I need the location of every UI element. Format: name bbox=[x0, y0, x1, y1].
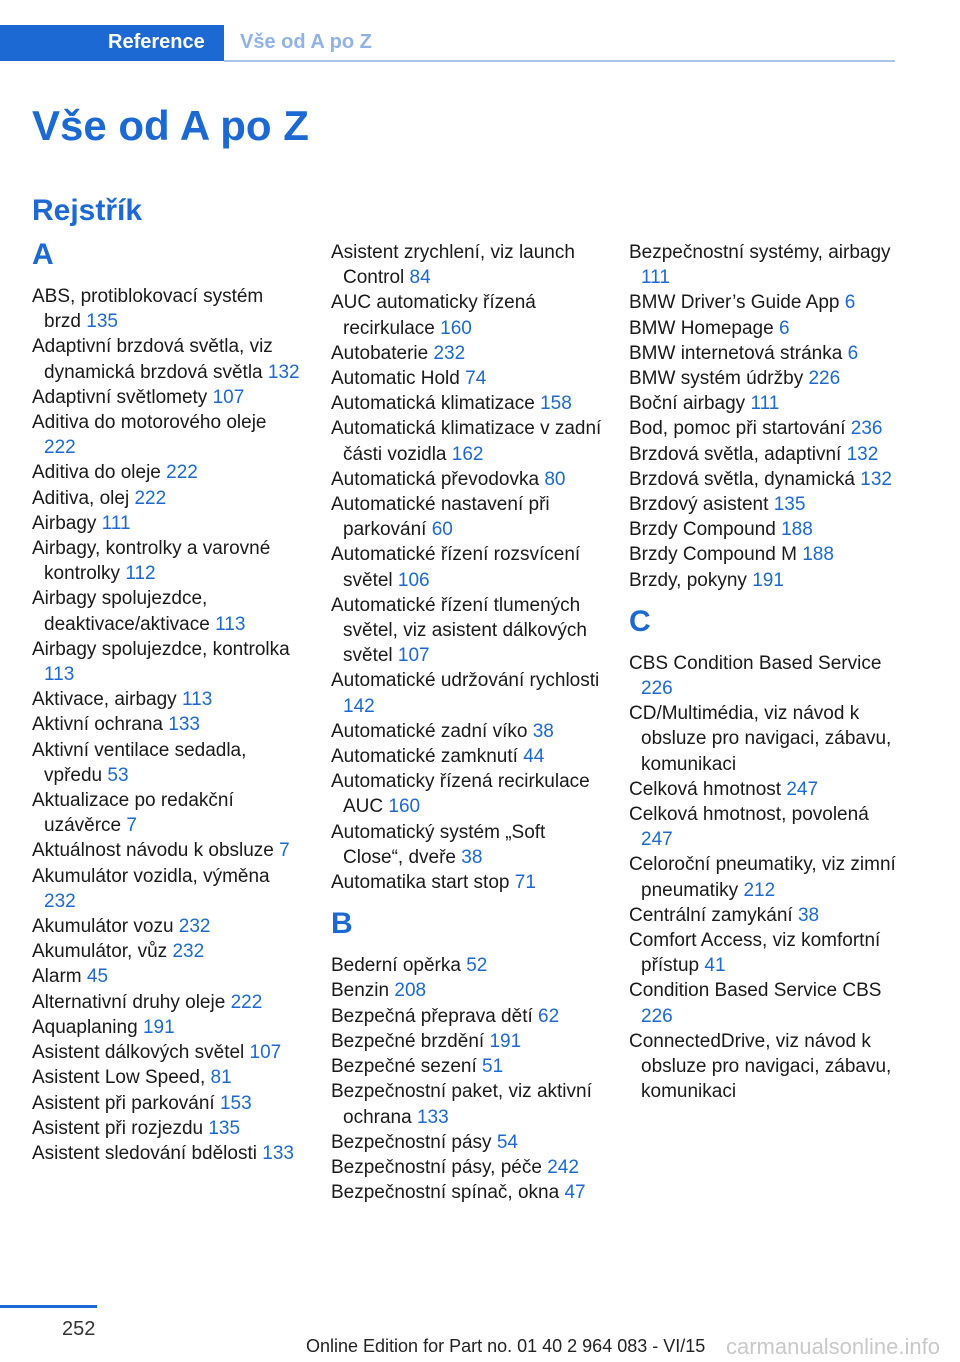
index-entry bbox=[32, 1065, 302, 1090]
page-link[interactable]: 236 bbox=[850, 418, 883, 440]
index-entry bbox=[629, 492, 904, 517]
index-entry-term: Adaptivní světlomety bbox=[32, 386, 208, 408]
index-entry bbox=[629, 366, 904, 391]
page-link[interactable]: 133 bbox=[262, 1142, 294, 1164]
header-section: Reference bbox=[108, 31, 205, 53]
index-entry bbox=[331, 492, 603, 542]
index-entry bbox=[629, 391, 904, 416]
index-entry-term: Brzdy Compound M bbox=[629, 544, 797, 566]
index-entry bbox=[629, 1029, 904, 1105]
index-entry bbox=[32, 460, 302, 485]
index-entry bbox=[32, 586, 302, 636]
index-entry-term: Aktivní ochrana bbox=[32, 714, 163, 736]
index-entry-term: Automatická převodovka bbox=[331, 468, 540, 490]
index-entry bbox=[629, 651, 904, 701]
page-link[interactable]: 132 bbox=[860, 468, 892, 490]
footer-rule bbox=[0, 1305, 97, 1308]
index-entry bbox=[331, 290, 603, 340]
index-entry bbox=[32, 511, 302, 536]
index-entry-term: Akumulátor vozidla, výměna bbox=[32, 865, 270, 887]
index-entry bbox=[629, 701, 904, 777]
index-entry bbox=[32, 864, 302, 914]
index-entry-term: Airbagy spolujezdce, deaktivace/aktivace bbox=[32, 588, 210, 635]
index-entry-term: Bezpečné sezení bbox=[331, 1056, 477, 1078]
index-letter-heading: A bbox=[32, 238, 54, 271]
index-entry bbox=[32, 788, 302, 838]
index-entry-term: Automatické udržování rychlosti bbox=[331, 670, 600, 692]
index-entry bbox=[331, 1130, 603, 1155]
page-link[interactable]: 38 bbox=[461, 846, 483, 868]
page-link[interactable]: 111 bbox=[750, 393, 780, 415]
page-link[interactable]: 222 bbox=[44, 437, 76, 459]
index-entry bbox=[629, 777, 904, 802]
page-link[interactable]: 188 bbox=[802, 544, 834, 566]
page-link[interactable]: 45 bbox=[86, 966, 109, 988]
page-link[interactable]: 232 bbox=[433, 342, 466, 364]
index-entry-term: Alternativní druhy oleje bbox=[32, 991, 226, 1013]
edition-note: Online Edition for Part no. 01 40 2 964 083 - VI/15 bbox=[306, 1336, 706, 1356]
index-entry-term: Bezpečnostní spínač, okna bbox=[331, 1182, 560, 1204]
page-link[interactable]: 160 bbox=[388, 796, 421, 818]
page-link[interactable]: 7 bbox=[279, 840, 290, 862]
page-subtitle: Rejstřík bbox=[32, 194, 143, 227]
page-link[interactable]: 74 bbox=[465, 368, 487, 390]
index-entry bbox=[331, 467, 603, 492]
index-entry-term: Airbagy spolujezdce, kontrolka bbox=[32, 638, 290, 660]
index-entry-term: Asistent při parkování bbox=[32, 1092, 215, 1114]
index-entry bbox=[629, 341, 904, 366]
index-entry bbox=[32, 939, 302, 964]
index-entry bbox=[331, 1029, 603, 1054]
index-entry-term: CBS Condition Based Service bbox=[629, 652, 882, 674]
index-entry bbox=[629, 852, 904, 902]
index-entry-term: Bezpečnostní paket, viz aktivní ochrana bbox=[331, 1081, 592, 1128]
page-link[interactable]: 222 bbox=[230, 991, 263, 1013]
index-entry bbox=[629, 290, 904, 315]
index-entry bbox=[331, 820, 603, 870]
index-entry bbox=[331, 542, 603, 592]
index-entry-term: Automatický systém „Soft Close“, dveře bbox=[331, 821, 546, 868]
index-entry bbox=[629, 517, 904, 542]
index-entry-term: Aditiva, olej bbox=[32, 487, 130, 509]
index-entry bbox=[32, 486, 302, 511]
page-link[interactable]: 7 bbox=[126, 815, 137, 837]
page-link[interactable]: 242 bbox=[547, 1156, 579, 1178]
index-entry bbox=[32, 637, 302, 687]
index-entry-term: Brzdy, pokyny bbox=[629, 569, 747, 591]
index-entry bbox=[32, 385, 302, 410]
page-link[interactable]: 226 bbox=[641, 678, 673, 700]
index-entry bbox=[331, 1155, 603, 1180]
page-link[interactable]: 53 bbox=[107, 764, 129, 786]
page-link[interactable]: 38 bbox=[797, 904, 820, 926]
page-link[interactable]: 47 bbox=[564, 1182, 586, 1204]
page-link[interactable]: 107 bbox=[397, 645, 430, 667]
index-entry-term: Brzdová světla, dynamická bbox=[629, 468, 855, 490]
index-entry bbox=[331, 240, 603, 290]
index-entry-term: Celková hmotnost bbox=[629, 778, 782, 800]
index-entry bbox=[331, 719, 603, 744]
index-entry bbox=[32, 1091, 302, 1116]
index-entry bbox=[331, 978, 603, 1003]
page-link[interactable]: 158 bbox=[540, 393, 572, 415]
index-entry-term: Bod, pomoc při startování bbox=[629, 418, 846, 440]
watermark: carmanualsonline.info bbox=[725, 1334, 940, 1359]
index-entry-term: Aditiva do oleje bbox=[32, 462, 161, 484]
index-entry-term: ABS, protiblokovací systém brzd bbox=[32, 286, 264, 333]
index-entry-term: Aktuálnost návodu k obsluze bbox=[32, 840, 274, 862]
page-link[interactable]: 107 bbox=[249, 1042, 282, 1064]
page-link[interactable]: 6 bbox=[778, 317, 790, 339]
page-link[interactable]: 107 bbox=[212, 386, 245, 408]
index-entry-term: Bezpečnostní pásy bbox=[331, 1131, 492, 1153]
index-entry bbox=[331, 1079, 603, 1129]
index-entry-term: Bezpečnostní pásy, péče bbox=[331, 1156, 542, 1178]
index-entry-term: Airbagy, kontrolky a varovné kontrolky bbox=[32, 538, 271, 585]
index-entry-term: Automatika start stop bbox=[331, 872, 510, 894]
index-entry-term: Comfort Access, viz komfortní přístup bbox=[629, 930, 881, 977]
index-entry-term: Aktivní ventilace sedadla, vpředu bbox=[32, 739, 247, 786]
index-entry-term: Automatické zamknutí bbox=[331, 746, 518, 768]
page-link[interactable]: 162 bbox=[451, 443, 484, 465]
page-link[interactable]: 113 bbox=[181, 689, 213, 711]
page-link[interactable]: 84 bbox=[409, 267, 431, 289]
index-entry-term: Automatické zadní víko bbox=[331, 720, 528, 742]
page-link[interactable]: 106 bbox=[397, 569, 430, 591]
index-entry-term: Airbagy bbox=[32, 512, 97, 534]
page-title: Vše od A po Z bbox=[32, 102, 309, 149]
page-link[interactable]: 222 bbox=[166, 462, 198, 484]
index-entry-term: Automatické nastavení při parkování bbox=[331, 494, 550, 541]
index-entry-term: CD/Multimédia, viz návod k obsluze pro navigaci, zábavu, komunikaci bbox=[629, 703, 892, 775]
index-entry-term: Celková hmotnost, povolená bbox=[629, 804, 869, 826]
index-entry bbox=[331, 953, 603, 978]
page-link[interactable]: 113 bbox=[215, 613, 246, 635]
index-entry bbox=[32, 410, 302, 460]
page-link[interactable]: 54 bbox=[496, 1131, 518, 1153]
page-link[interactable]: 111 bbox=[101, 512, 131, 534]
index-entry-term: Brzdový asistent bbox=[629, 494, 769, 516]
index-entry bbox=[331, 366, 603, 391]
page-link[interactable]: 226 bbox=[808, 368, 841, 390]
page-link[interactable]: 142 bbox=[343, 695, 375, 717]
page-link[interactable]: 62 bbox=[538, 1005, 560, 1027]
index-entry-term: Asistent dálkových světel bbox=[32, 1042, 245, 1064]
page-link[interactable]: 247 bbox=[641, 829, 673, 851]
index-entry bbox=[629, 467, 904, 492]
page-link[interactable]: 111 bbox=[641, 267, 670, 289]
index-entry bbox=[629, 928, 904, 978]
index-entry bbox=[32, 536, 302, 586]
page-link[interactable]: 188 bbox=[781, 519, 813, 541]
index-entry-term: Centrální zamykání bbox=[629, 904, 793, 926]
index-entry bbox=[32, 687, 302, 712]
index-entry-term: Alarm bbox=[32, 966, 82, 988]
index-entry bbox=[32, 712, 302, 737]
index-entry-term: Aktivace, airbagy bbox=[32, 689, 177, 711]
index-entry-term: Adaptivní brzdová světla, viz dynamická brzdová světla bbox=[32, 336, 273, 383]
page-link[interactable]: 41 bbox=[704, 955, 726, 977]
index-entry-term: Aquaplaning bbox=[32, 1016, 138, 1038]
index-entry bbox=[32, 1015, 302, 1040]
index-entry-term: AUC automaticky řízená recirkulace bbox=[331, 292, 536, 339]
header-rule bbox=[224, 60, 895, 62]
index-entry-term: Boční airbagy bbox=[629, 393, 746, 415]
index-entry bbox=[331, 416, 603, 466]
page-link[interactable]: 191 bbox=[489, 1030, 522, 1052]
index-entry-term: Asistent sledování bdělosti bbox=[32, 1142, 257, 1164]
index-entry bbox=[32, 1141, 302, 1166]
index-entry bbox=[629, 442, 904, 467]
header-chapter: Vše od A po Z bbox=[240, 31, 372, 53]
page-link[interactable]: 226 bbox=[641, 1005, 673, 1027]
index-entry bbox=[331, 593, 603, 669]
index-entry-term: Brzdová světla, adaptivní bbox=[629, 443, 842, 465]
index-entry-term: Automaticky řízená recirkulace AUC bbox=[331, 771, 590, 818]
index-entry bbox=[629, 240, 904, 290]
page-link[interactable]: 132 bbox=[267, 361, 300, 383]
index-entry bbox=[32, 738, 302, 788]
index-entry bbox=[32, 990, 302, 1015]
page-link[interactable]: 44 bbox=[523, 746, 545, 768]
page-link[interactable]: 6 bbox=[847, 342, 859, 364]
page-link[interactable]: 135 bbox=[208, 1117, 241, 1139]
index-entry-term: Autobaterie bbox=[331, 342, 429, 364]
index-entry bbox=[629, 316, 904, 341]
index-entry-term: Benzin bbox=[331, 980, 390, 1002]
index-entry-term: Aktualizace po redakční uzávěrce bbox=[32, 790, 234, 837]
page-link[interactable]: 232 bbox=[178, 916, 211, 938]
index-entry-term: ConnectedDrive, viz návod k obsluze pro navigaci, zábavu, komunikaci bbox=[629, 1030, 892, 1103]
index-entry bbox=[331, 1004, 603, 1029]
index-entry-term: Automatické řízení tlumených světel, viz asistent dálkových světel bbox=[331, 594, 587, 667]
index-column-3 bbox=[629, 240, 904, 1105]
page-link[interactable]: 51 bbox=[482, 1056, 504, 1078]
index-entry bbox=[331, 391, 603, 416]
index-entry-term: Bezpečná přeprava dětí bbox=[331, 1005, 533, 1027]
index-entry bbox=[331, 870, 603, 895]
index-entry bbox=[629, 903, 904, 928]
index-entry bbox=[32, 1040, 302, 1065]
page-link[interactable]: 52 bbox=[466, 955, 488, 977]
page-link[interactable]: 153 bbox=[219, 1092, 252, 1114]
page-link[interactable]: 135 bbox=[773, 494, 806, 516]
index-entry bbox=[331, 1180, 603, 1205]
index-entry-term: Asistent zrychlení, viz launch Control bbox=[331, 242, 575, 289]
page-link[interactable]: 208 bbox=[394, 980, 427, 1002]
index-entry-term: Bederní opěrka bbox=[331, 955, 461, 977]
page-link[interactable]: 232 bbox=[172, 941, 205, 963]
page-link[interactable]: 112 bbox=[125, 563, 156, 585]
page-link[interactable]: 212 bbox=[743, 879, 776, 901]
index-entry bbox=[32, 284, 302, 334]
page-link[interactable]: 191 bbox=[752, 569, 784, 591]
index-entry-term: BMW systém údržby bbox=[629, 368, 804, 390]
index-entry bbox=[629, 416, 904, 441]
index-entry bbox=[629, 542, 904, 567]
page-link[interactable]: 222 bbox=[134, 487, 167, 509]
page-link[interactable]: 60 bbox=[431, 519, 453, 541]
index-entry-term: Aditiva do motorového oleje bbox=[32, 412, 267, 434]
index-entry-term: Condition Based Service CBS bbox=[629, 980, 882, 1002]
index-entry-term: Automatic Hold bbox=[331, 368, 460, 390]
page-link[interactable]: 113 bbox=[44, 664, 75, 686]
index-entry-term: BMW Driver’s Guide App bbox=[629, 292, 840, 314]
index-entry-term: Automatická klimatizace bbox=[331, 393, 535, 415]
page-link[interactable]: 132 bbox=[846, 443, 879, 465]
index-entry-term: BMW Homepage bbox=[629, 317, 774, 339]
index-entry-term: Bezpečnostní systémy, airbagy bbox=[629, 242, 891, 263]
index-entry-term: Automatická klimatizace v zadní části vozidla bbox=[331, 418, 602, 465]
index-entry bbox=[331, 769, 603, 819]
page-number: 252 bbox=[62, 1318, 96, 1340]
index-entry-term: Akumulátor vozu bbox=[32, 916, 174, 938]
page-link[interactable]: 191 bbox=[142, 1016, 175, 1038]
index-entry bbox=[331, 341, 603, 366]
index-entry bbox=[32, 914, 302, 939]
index-letter-heading: B bbox=[331, 907, 353, 941]
index-entry-term: Asistent při rozjezdu bbox=[32, 1117, 204, 1139]
index-letter-heading: C bbox=[629, 604, 651, 638]
page-link[interactable]: 232 bbox=[44, 890, 76, 912]
index-column-1 bbox=[32, 240, 302, 1166]
index-entry bbox=[331, 744, 603, 769]
page-link[interactable]: 81 bbox=[210, 1067, 232, 1089]
index-entry bbox=[32, 838, 302, 863]
index-entry-term: BMW internetová stránka bbox=[629, 342, 843, 364]
index-entry bbox=[32, 964, 302, 989]
index-entry-term: Bezpečné brzdění bbox=[331, 1030, 485, 1052]
index-entry bbox=[32, 1116, 302, 1141]
index-entry bbox=[629, 978, 904, 1028]
index-entry bbox=[331, 1054, 603, 1079]
page-link[interactable]: 80 bbox=[544, 468, 566, 490]
index-entry-term: Automatické řízení rozsvícení světel bbox=[331, 544, 581, 591]
index-entry-term: Asistent Low Speed, bbox=[32, 1067, 206, 1089]
page-link[interactable]: 71 bbox=[514, 872, 536, 894]
page-link[interactable]: 160 bbox=[440, 317, 472, 339]
page-link[interactable]: 6 bbox=[844, 292, 856, 314]
index-entry bbox=[331, 668, 603, 718]
index-column-2 bbox=[331, 240, 603, 1205]
index-entry bbox=[629, 568, 904, 593]
page-link[interactable]: 247 bbox=[786, 778, 819, 800]
index-entry-term: Brzdy Compound bbox=[629, 519, 776, 541]
page-link[interactable]: 133 bbox=[168, 714, 200, 736]
index-entry-term: Akumulátor, vůz bbox=[32, 941, 168, 963]
page-link[interactable]: 133 bbox=[416, 1106, 449, 1128]
page-link[interactable]: 38 bbox=[532, 720, 554, 742]
index-entry bbox=[629, 802, 904, 852]
page-link[interactable]: 135 bbox=[86, 311, 118, 333]
index-entry-term: Celoroční pneumatiky, viz zimní pneumatiky bbox=[629, 854, 896, 901]
index-entry bbox=[32, 334, 302, 384]
